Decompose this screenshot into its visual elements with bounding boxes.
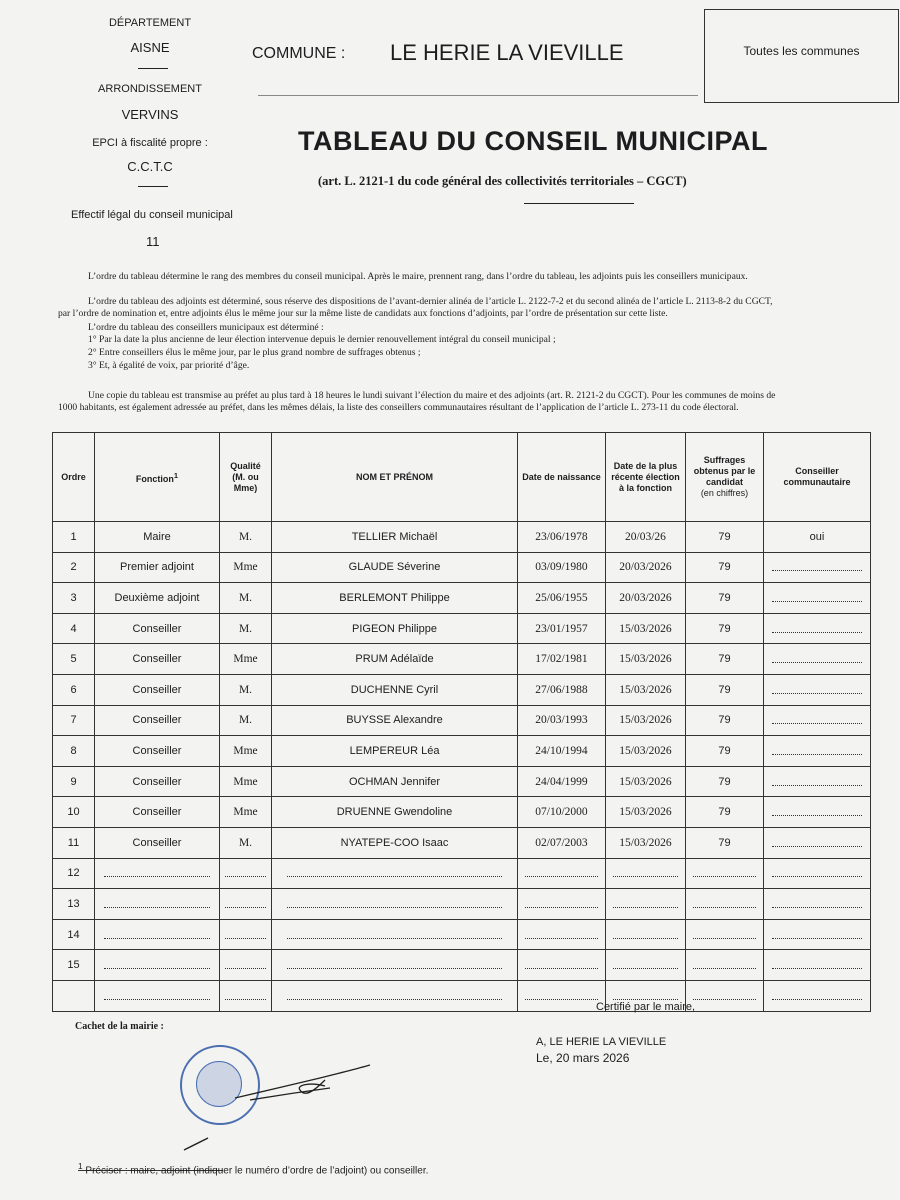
dotted-line	[693, 958, 757, 969]
scope-text: Toutes les communes	[743, 44, 860, 58]
council-table	[52, 432, 871, 1012]
dotted-line	[772, 836, 862, 847]
intro-paragraph-5: 2° Entre conseillers élus le même jour, par le plus grand nombre de suffrages obtenus ;	[88, 347, 421, 358]
cell-naissance: 25/06/1955	[518, 583, 606, 614]
table-row	[53, 858, 871, 889]
intro-paragraph-7b: 1000 habitants, est également adressée au préfet, dans les mêmes délais, la liste des conseillers communautaires résultant de l’application de l’article L. 273-11 du code électoral.	[58, 402, 739, 413]
cell-election: 15/03/2026	[606, 674, 686, 705]
cell-naissance	[518, 950, 606, 981]
cell-communautaire	[764, 613, 871, 644]
cell-fonction: Maire	[95, 522, 220, 553]
dotted-line	[772, 775, 862, 786]
table-row	[53, 552, 871, 583]
cell-suffrages	[686, 889, 764, 920]
commune-value: LE HERIE LA VIEVILLE	[390, 40, 624, 65]
cell-nom: TELLIER Michaël	[272, 522, 518, 553]
dotted-line	[772, 744, 862, 755]
cachet-label: Cachet de la mairie :	[75, 1021, 164, 1032]
dotted-line	[104, 928, 210, 939]
dotted-line	[772, 805, 862, 816]
cell-communautaire	[764, 552, 871, 583]
cell-ordre: 7	[53, 705, 95, 736]
cell-qualite: Mme	[220, 766, 272, 797]
dotted-line	[772, 928, 862, 939]
table-row	[53, 644, 871, 675]
cell-suffrages: 79	[686, 583, 764, 614]
cell-nom: DRUENNE Gwendoline	[272, 797, 518, 828]
cell-nom: BERLEMONT Philippe	[272, 583, 518, 614]
table-row	[53, 950, 871, 981]
dotted-line	[525, 866, 598, 877]
cell-nom: OCHMAN Jennifer	[272, 766, 518, 797]
dotted-line	[225, 958, 266, 969]
footnote-marker: 1	[78, 1161, 83, 1171]
cell-nom: PRUM Adélaïde	[272, 644, 518, 675]
dotted-line	[772, 622, 862, 633]
dotted-line	[287, 897, 502, 908]
cell-election: 15/03/2026	[606, 827, 686, 858]
cell-communautaire	[764, 583, 871, 614]
cell-fonction	[95, 858, 220, 889]
header-election: Date de la plus récente élection à la fonction	[606, 433, 686, 522]
cell-ordre: 4	[53, 613, 95, 644]
signature-date: Le, 20 mars 2026	[536, 1051, 630, 1065]
table-row	[53, 674, 871, 705]
commune-underline	[258, 95, 698, 96]
cell-communautaire	[764, 950, 871, 981]
cell-communautaire	[764, 919, 871, 950]
table-body	[53, 522, 871, 1012]
title-underline	[524, 203, 634, 204]
cell-fonction: Conseiller	[95, 613, 220, 644]
commune-label: COMMUNE :	[252, 45, 346, 62]
dotted-line	[104, 866, 210, 877]
intro-paragraph-2b: par l’ordre de nomination et, entre adjoints élus le même jour sur la même liste de candidats aux fonctions d’adjoints, par l’ordre de présentation sur cette liste.	[58, 308, 668, 319]
cell-election	[606, 858, 686, 889]
dotted-line	[772, 866, 862, 877]
table-row	[53, 980, 871, 1011]
cell-suffrages	[686, 858, 764, 889]
effectif-value: 11	[146, 234, 160, 249]
cell-communautaire	[764, 644, 871, 675]
signature-icon	[230, 1060, 380, 1110]
cell-election: 20/03/2026	[606, 552, 686, 583]
cell-suffrages	[686, 919, 764, 950]
intro-paragraph-4: 1° Par la date la plus ancienne de leur élection intervenue depuis le dernier renouvellement intégral du conseil municipal ;	[88, 334, 556, 345]
separator	[138, 186, 168, 187]
cell-ordre: 5	[53, 644, 95, 675]
dotted-line	[613, 928, 679, 939]
header-suffrages-label: Suffrages obtenus par le candidat	[693, 455, 756, 487]
cell-nom	[272, 980, 518, 1011]
cell-ordre: 9	[53, 766, 95, 797]
table-row	[53, 889, 871, 920]
dotted-line	[613, 989, 679, 1000]
cell-naissance: 23/06/1978	[518, 522, 606, 553]
cell-nom: GLAUDE Séverine	[272, 552, 518, 583]
footnote-marker: 1	[173, 470, 179, 480]
signature-location: A, LE HERIE LA VIEVILLE	[536, 1036, 667, 1048]
cell-ordre: 14	[53, 919, 95, 950]
cell-fonction: Conseiller	[95, 766, 220, 797]
cell-naissance: 24/10/1994	[518, 736, 606, 767]
intro-paragraph-2a: L’ordre du tableau des adjoints est déterminé, sous réserve des dispositions de l’avant-dernier alinéa de l’article L. 2122-7-2 et du second alinéa de l’article L. 2113-8-2 du CGCT,	[88, 296, 773, 307]
cell-election	[606, 919, 686, 950]
cell-ordre: 8	[53, 736, 95, 767]
arrondissement-label: ARRONDISSEMENT	[98, 83, 202, 95]
dotted-line	[693, 989, 757, 1000]
header-fonction	[95, 433, 220, 522]
table-header-row	[53, 433, 871, 522]
cell-communautaire: oui	[764, 522, 871, 553]
dotted-line	[693, 866, 757, 877]
cell-election	[606, 950, 686, 981]
effectif-label: Effectif légal du conseil municipal	[71, 209, 233, 221]
dotted-line	[613, 958, 679, 969]
page-title: TABLEAU DU CONSEIL MUNICIPAL	[298, 126, 768, 156]
cell-ordre: 2	[53, 552, 95, 583]
dotted-line	[287, 989, 502, 1000]
cell-naissance: 24/04/1999	[518, 766, 606, 797]
arrondissement-value: VERVINS	[121, 107, 179, 122]
dotted-line	[772, 591, 862, 602]
dotted-line	[772, 560, 862, 571]
cell-communautaire	[764, 766, 871, 797]
cell-qualite: Mme	[220, 736, 272, 767]
cell-suffrages: 79	[686, 827, 764, 858]
cell-qualite	[220, 980, 272, 1011]
cell-communautaire	[764, 797, 871, 828]
cell-suffrages: 79	[686, 644, 764, 675]
cell-election: 15/03/2026	[606, 766, 686, 797]
dotted-line	[772, 683, 862, 694]
cell-suffrages	[686, 950, 764, 981]
dotted-line	[525, 958, 598, 969]
cell-fonction	[95, 980, 220, 1011]
table-row	[53, 919, 871, 950]
cell-suffrages: 79	[686, 766, 764, 797]
cell-nom: DUCHENNE Cyril	[272, 674, 518, 705]
cell-communautaire	[764, 736, 871, 767]
cell-naissance	[518, 919, 606, 950]
cell-communautaire	[764, 705, 871, 736]
dotted-line	[525, 928, 598, 939]
cell-qualite: M.	[220, 827, 272, 858]
footnote	[78, 1161, 428, 1176]
scope-box	[704, 9, 899, 103]
cell-fonction: Conseiller	[95, 797, 220, 828]
cell-nom: NYATEPE-COO Isaac	[272, 827, 518, 858]
cell-naissance	[518, 889, 606, 920]
cell-qualite	[220, 919, 272, 950]
dotted-line	[225, 928, 266, 939]
epci-label: EPCI à fiscalité propre :	[92, 137, 208, 149]
cell-suffrages	[686, 980, 764, 1011]
cell-suffrages: 79	[686, 705, 764, 736]
cell-suffrages: 79	[686, 613, 764, 644]
cell-suffrages: 79	[686, 797, 764, 828]
cell-nom	[272, 950, 518, 981]
cell-qualite	[220, 889, 272, 920]
dotted-line	[772, 652, 862, 663]
cell-nom: BUYSSE Alexandre	[272, 705, 518, 736]
cell-naissance: 02/07/2003	[518, 827, 606, 858]
cell-qualite	[220, 858, 272, 889]
cell-communautaire	[764, 858, 871, 889]
table-row	[53, 583, 871, 614]
cell-election: 15/03/2026	[606, 644, 686, 675]
cell-election: 20/03/2026	[606, 583, 686, 614]
dotted-line	[693, 928, 757, 939]
departement-label: DÉPARTEMENT	[108, 17, 192, 29]
dotted-line	[225, 989, 266, 1000]
cell-naissance: 17/02/1981	[518, 644, 606, 675]
header-qualite: Qualité (M. ou Mme)	[220, 433, 272, 522]
cell-fonction: Conseiller	[95, 644, 220, 675]
dotted-line	[104, 958, 210, 969]
cell-ordre: 6	[53, 674, 95, 705]
cell-qualite: Mme	[220, 552, 272, 583]
cell-suffrages: 79	[686, 552, 764, 583]
dotted-line	[225, 866, 266, 877]
intro-paragraph-1: L’ordre du tableau détermine le rang des membres du conseil municipal. Après le maire, prennent rang, dans l’ordre du tableau, les adjoints puis les conseillers municipaux.	[88, 271, 748, 282]
header-suffrages	[686, 433, 764, 522]
dotted-line	[613, 897, 679, 908]
header-ordre: Ordre	[53, 433, 95, 522]
cell-communautaire	[764, 889, 871, 920]
table-row	[53, 797, 871, 828]
cell-election: 15/03/2026	[606, 736, 686, 767]
dotted-line	[225, 897, 266, 908]
cell-qualite: M.	[220, 613, 272, 644]
cell-communautaire	[764, 827, 871, 858]
epci-value: C.C.T.C	[127, 159, 173, 174]
page-subtitle: (art. L. 2121-1 du code général des collectivités territoriales – CGCT)	[318, 174, 687, 188]
table-row	[53, 522, 871, 553]
cell-qualite: Mme	[220, 644, 272, 675]
table-row	[53, 613, 871, 644]
dotted-line	[104, 897, 210, 908]
cell-communautaire	[764, 980, 871, 1011]
departement-value: AISNE	[130, 40, 170, 55]
table-row	[53, 827, 871, 858]
cell-qualite: M.	[220, 522, 272, 553]
cell-nom	[272, 889, 518, 920]
cell-naissance: 20/03/1993	[518, 705, 606, 736]
cell-fonction	[95, 889, 220, 920]
cell-qualite: Mme	[220, 797, 272, 828]
header-naissance: Date de naissance	[518, 433, 606, 522]
intro-paragraph-6: 3° Et, à égalité de voix, par priorité d’âge.	[88, 360, 250, 371]
cell-fonction: Deuxième adjoint	[95, 583, 220, 614]
cell-naissance: 03/09/1980	[518, 552, 606, 583]
header-suffrages-note: (en chiffres)	[700, 488, 749, 498]
dotted-line	[693, 897, 757, 908]
dotted-line	[772, 897, 862, 908]
dotted-line	[772, 989, 862, 1000]
cell-qualite: M.	[220, 583, 272, 614]
footnote-text: Préciser : maire, adjoint (indiquer le numéro d’ordre de l’adjoint) ou conseiller.	[85, 1165, 429, 1177]
dotted-line	[772, 713, 862, 724]
certification-text: Certifié par le maire,	[596, 1001, 696, 1013]
dotted-line	[287, 928, 502, 939]
cell-nom	[272, 919, 518, 950]
dotted-line	[287, 958, 502, 969]
cell-fonction	[95, 919, 220, 950]
cell-fonction: Conseiller	[95, 736, 220, 767]
cell-naissance: 27/06/1988	[518, 674, 606, 705]
cell-fonction: Conseiller	[95, 674, 220, 705]
cell-fonction	[95, 950, 220, 981]
cell-election: 15/03/2026	[606, 613, 686, 644]
cell-suffrages: 79	[686, 522, 764, 553]
cell-naissance	[518, 980, 606, 1011]
cell-qualite: M.	[220, 674, 272, 705]
cell-communautaire	[764, 674, 871, 705]
cell-ordre: 1	[53, 522, 95, 553]
dotted-line	[287, 866, 502, 877]
dotted-line	[525, 897, 598, 908]
cell-ordre: 11	[53, 827, 95, 858]
intro-paragraph-7a: Une copie du tableau est transmise au préfet au plus tard à 18 heures le lundi suivant l’élection du maire et des adjoints (art. R. 2121-2 du CGCT). Pour les communes de moins de	[88, 390, 776, 401]
cell-qualite: M.	[220, 705, 272, 736]
cell-fonction: Conseiller	[95, 827, 220, 858]
cell-ordre	[53, 980, 95, 1011]
separator	[138, 68, 168, 69]
intro-paragraph-3: L’ordre du tableau des conseillers municipaux est déterminé :	[88, 322, 324, 333]
cell-nom: LEMPEREUR Léa	[272, 736, 518, 767]
cell-ordre: 3	[53, 583, 95, 614]
cell-ordre: 10	[53, 797, 95, 828]
dotted-line	[772, 958, 862, 969]
cell-election: 20/03/26	[606, 522, 686, 553]
table-row	[53, 766, 871, 797]
table-row	[53, 736, 871, 767]
cell-suffrages: 79	[686, 674, 764, 705]
cell-election: 15/03/2026	[606, 797, 686, 828]
cell-qualite	[220, 950, 272, 981]
cell-election	[606, 889, 686, 920]
dotted-line	[613, 866, 679, 877]
cell-naissance	[518, 858, 606, 889]
table-row	[53, 705, 871, 736]
cell-fonction: Premier adjoint	[95, 552, 220, 583]
cell-suffrages: 79	[686, 736, 764, 767]
cell-naissance: 23/01/1957	[518, 613, 606, 644]
cell-ordre: 12	[53, 858, 95, 889]
cell-ordre: 13	[53, 889, 95, 920]
dotted-line	[525, 989, 598, 1000]
cell-nom	[272, 858, 518, 889]
cell-ordre: 15	[53, 950, 95, 981]
dotted-line	[104, 989, 210, 1000]
header-nom: NOM ET PRÉNOM	[272, 433, 518, 522]
header-communautaire: Conseiller communautaire	[764, 433, 871, 522]
cell-naissance: 07/10/2000	[518, 797, 606, 828]
cell-nom: PIGEON Philippe	[272, 613, 518, 644]
pen-mark-icon	[182, 1134, 212, 1154]
header-fonction-label: Fonction	[135, 473, 174, 484]
cell-fonction: Conseiller	[95, 705, 220, 736]
cell-election: 15/03/2026	[606, 705, 686, 736]
